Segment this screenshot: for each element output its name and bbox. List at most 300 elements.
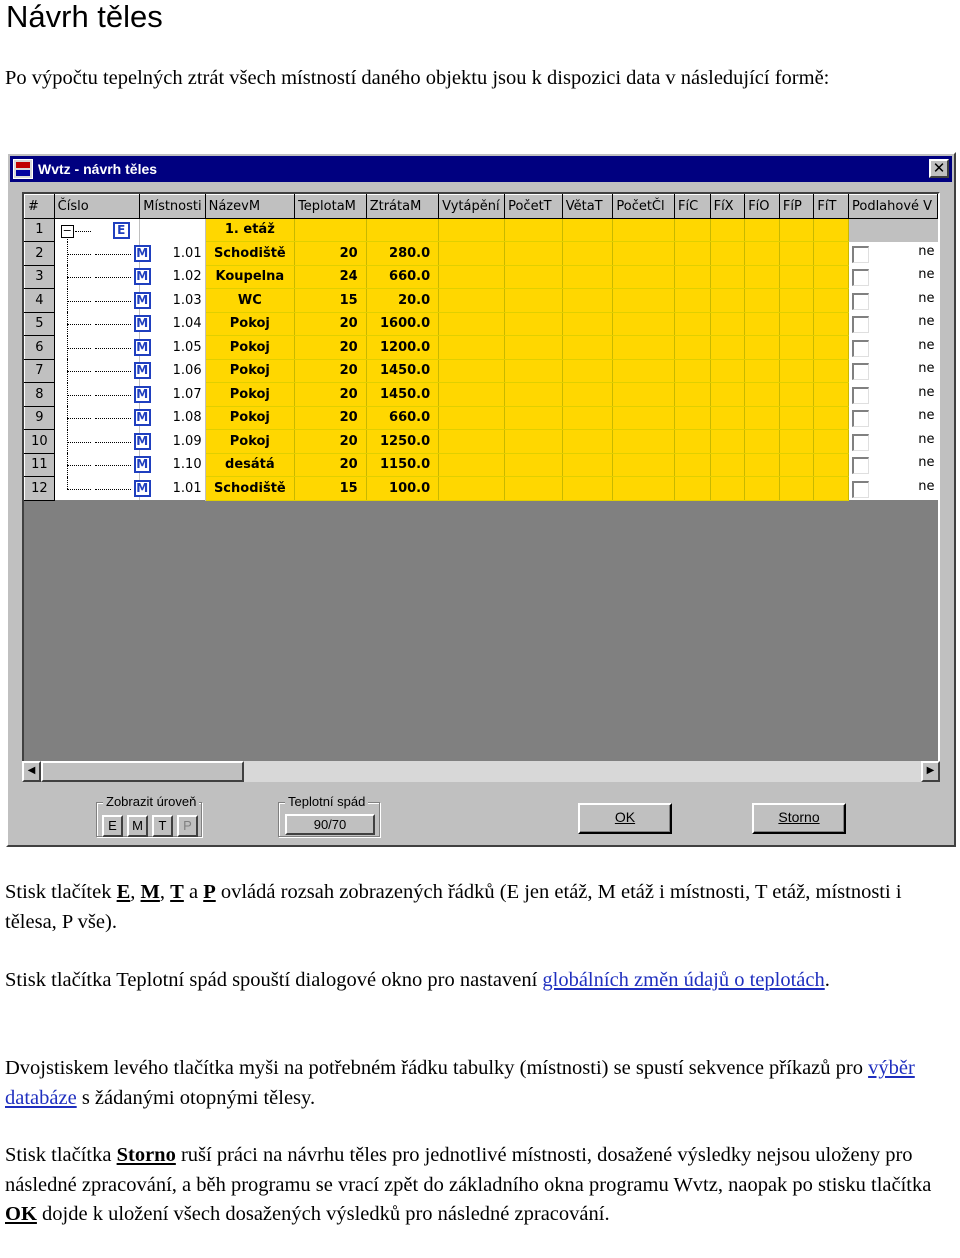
cislo-cell [140, 218, 205, 242]
table-row[interactable] [25, 453, 938, 477]
tree-line [67, 418, 91, 419]
temp-group-title: Teplotní spád [285, 794, 368, 810]
table-row[interactable] [25, 359, 938, 383]
grid-cell [295, 218, 367, 242]
ok-label: OK [614, 809, 636, 825]
floor-heating-cell [848, 336, 937, 360]
floor-heating-checkbox[interactable] [852, 481, 869, 498]
tree-cell [54, 453, 149, 477]
row-number: 2 [25, 242, 55, 266]
floor-heating-value: ne [918, 337, 935, 353]
column-header[interactable]: FíT [814, 195, 849, 219]
grid-cell [675, 312, 711, 336]
column-header[interactable]: FíC [675, 195, 711, 219]
grid-cell [562, 289, 613, 313]
room-name: desátá [205, 453, 294, 477]
room-heat-loss: 100.0 [366, 477, 438, 501]
column-header[interactable]: PočetČl [613, 195, 675, 219]
room-temperature: 20 [295, 312, 367, 336]
grid-cell [505, 430, 563, 454]
row-number: 8 [25, 383, 55, 407]
grid-cell [562, 359, 613, 383]
room-badge-icon[interactable]: M [134, 339, 151, 356]
tree-cell [54, 477, 149, 501]
data-grid[interactable] [22, 192, 940, 782]
text-run: . [824, 969, 830, 991]
grid-cell [613, 265, 675, 289]
grid-cell [613, 406, 675, 430]
text-run: ruší práci na návrhu těles pro jednotlivé místnosti, dosažené výsledky nejsou uloženy pro následné zpracování, a běh programu se vrací zpět do základního okna programu Wvtz, naopak po stisku tlačítka [5, 1144, 932, 1196]
app-window [6, 152, 956, 847]
room-number: 1.03 [140, 289, 205, 313]
column-header[interactable]: PočetT [505, 195, 563, 219]
floor-heating-cell [848, 477, 937, 501]
room-badge-icon[interactable]: M [134, 245, 151, 262]
row-number: 4 [25, 289, 55, 313]
grid-cell [613, 242, 675, 266]
grid-cell [814, 430, 849, 454]
grid-cell [710, 242, 745, 266]
grid-cell [562, 453, 613, 477]
floor-heating-checkbox[interactable] [852, 293, 869, 310]
grid-cell [745, 265, 780, 289]
paragraph-storno-ok [5, 1141, 950, 1230]
room-number: 1.01 [140, 477, 205, 501]
level-group [96, 794, 202, 837]
hyperlink[interactable]: globálních změn údajů o teplotách [542, 969, 825, 991]
level-group-title: Zobrazit úroveň [103, 794, 199, 810]
floor-heating-value: ne [918, 361, 935, 377]
scroll-thumb[interactable] [41, 761, 244, 782]
floor-heating-value: ne [918, 384, 935, 400]
grid-cell [779, 218, 814, 242]
tree-line [67, 254, 91, 255]
grid-cell [613, 430, 675, 454]
room-heat-loss: 20.0 [366, 289, 438, 313]
floor-badge-icon[interactable]: E [113, 222, 130, 239]
grid-cell [505, 359, 563, 383]
grid-cell [779, 430, 814, 454]
grid-cell [439, 336, 505, 360]
intro-text: Po výpočtu tepelných ztrát všech místností daného objektu jsou k dispozici data v následující formě: [5, 67, 830, 89]
bold-keyword: P [203, 881, 216, 903]
grid-cell [814, 242, 849, 266]
floor-heating-cell [848, 430, 937, 454]
floor-heating-value: ne [918, 243, 935, 259]
grid-cell [675, 383, 711, 407]
room-badge-icon[interactable]: M [134, 433, 151, 450]
column-header[interactable]: Vytápění [439, 195, 505, 219]
tree-cell [54, 242, 149, 266]
room-heat-loss: 1200.0 [366, 336, 438, 360]
row-number: 7 [25, 359, 55, 383]
floor-label: 1. etáž [205, 218, 294, 242]
column-header[interactable]: TeplotaM [295, 195, 367, 219]
close-button[interactable]: ✕ [929, 159, 949, 178]
tree-line [95, 371, 131, 372]
room-name: Koupelna [205, 265, 294, 289]
tree-cell [54, 312, 149, 336]
tree-line [75, 231, 91, 232]
room-badge-icon[interactable]: M [134, 480, 151, 497]
floor-heating-checkbox[interactable] [852, 387, 869, 404]
column-header[interactable]: Místnosti [140, 195, 205, 219]
table-row[interactable] [25, 265, 938, 289]
grid-cell [710, 265, 745, 289]
room-heat-loss: 1450.0 [366, 359, 438, 383]
room-name: Pokoj [205, 359, 294, 383]
grid-cell [779, 312, 814, 336]
room-heat-loss: 1150.0 [366, 453, 438, 477]
floor-heating-checkbox[interactable] [852, 434, 869, 451]
tree-line [95, 277, 131, 278]
room-name: WC [205, 289, 294, 313]
tree-line [67, 371, 91, 372]
temp-group [278, 794, 380, 837]
room-number: 1.01 [140, 242, 205, 266]
column-header[interactable]: Podlahové V [848, 195, 937, 219]
tree-line [95, 418, 131, 419]
room-number: 1.06 [140, 359, 205, 383]
tree-line [67, 348, 91, 349]
room-name: Pokoj [205, 312, 294, 336]
tree-line [95, 395, 131, 396]
grid-cell [814, 359, 849, 383]
table-row[interactable] [25, 383, 938, 407]
bold-keyword: E [116, 881, 131, 903]
table-row[interactable] [25, 218, 938, 242]
grid-cell [439, 477, 505, 501]
text-run: ovládá rozsah zobrazených řádků (E jen etáž, M etáž i místnosti, T etáž, místnosti i tělesa, P vše). [5, 881, 902, 933]
level-e-button[interactable]: E [102, 815, 123, 837]
grid-cell [675, 218, 711, 242]
room-name: Schodiště [205, 242, 294, 266]
floor-heating-checkbox[interactable] [852, 457, 869, 474]
scroll-right-icon[interactable]: ▶ [921, 761, 940, 782]
text-run: Stisk tlačítka [5, 1144, 117, 1166]
room-number: 1.10 [140, 453, 205, 477]
grid-cell [814, 312, 849, 336]
grid-cell [675, 406, 711, 430]
paragraph-temp [5, 966, 950, 996]
floor-heating-checkbox[interactable] [852, 269, 869, 286]
table-row[interactable] [25, 289, 938, 313]
room-badge-icon[interactable]: M [134, 362, 151, 379]
grid-cell [745, 359, 780, 383]
floor-heating-cell [848, 453, 937, 477]
table-row[interactable] [25, 242, 938, 266]
grid-cell [505, 265, 563, 289]
tree-line [67, 477, 68, 489]
grid-header-row [25, 195, 938, 219]
floor-heating-value: ne [918, 478, 935, 494]
room-badge-icon[interactable]: M [134, 456, 151, 473]
tree-cell [54, 359, 149, 383]
floor-heating-cell [848, 312, 937, 336]
tree-line [67, 277, 91, 278]
room-temperature: 20 [295, 336, 367, 360]
room-badge-icon[interactable]: M [134, 292, 151, 309]
grid-cell [779, 406, 814, 430]
level-m-button[interactable]: M [127, 815, 148, 837]
row-number: 1 [25, 218, 55, 242]
grid-cell [439, 218, 505, 242]
grid-cell [745, 406, 780, 430]
row-number: 12 [25, 477, 55, 501]
grid-cell [439, 265, 505, 289]
scroll-left-icon[interactable]: ◀ [22, 761, 41, 782]
grid-cell [505, 477, 563, 501]
grid-cell [505, 453, 563, 477]
grid-cell [779, 477, 814, 501]
grid-cell [710, 289, 745, 313]
tree-cell [54, 265, 149, 289]
grid-cell [562, 477, 613, 501]
table-row[interactable] [25, 336, 938, 360]
text-run: Stisk tlačítka Teplotní spád spouští dialogové okno pro nastavení [5, 969, 543, 991]
column-header[interactable]: VětaT [562, 195, 613, 219]
horizontal-scrollbar[interactable] [22, 761, 940, 782]
row-number: 3 [25, 265, 55, 289]
grid-cell [814, 477, 849, 501]
grid-cell [613, 289, 675, 313]
temperature-gradient-button[interactable]: 90/70 [285, 814, 375, 835]
room-badge-icon[interactable]: M [134, 409, 151, 426]
level-p-button[interactable]: P [177, 815, 198, 837]
grid-cell [814, 265, 849, 289]
floor-heating-value: ne [918, 290, 935, 306]
page-title: Návrh těles [6, 0, 163, 34]
floor-heating-checkbox[interactable] [852, 316, 869, 333]
grid-cell [814, 289, 849, 313]
grid-cell [745, 453, 780, 477]
bold-keyword: Storno [116, 1144, 176, 1166]
column-header[interactable]: FíP [779, 195, 814, 219]
tree-cell [54, 383, 149, 407]
grid-cell [814, 453, 849, 477]
grid-cell [710, 336, 745, 360]
grid-cell [779, 265, 814, 289]
grid-cell [710, 312, 745, 336]
grid-cell [562, 265, 613, 289]
floor-heating-checkbox[interactable] [852, 363, 869, 380]
floor-heating-cell [848, 242, 937, 266]
room-temperature: 20 [295, 383, 367, 407]
grid-cell [710, 359, 745, 383]
tree-line [95, 324, 131, 325]
tree-cell [54, 430, 149, 454]
grid-cell [710, 383, 745, 407]
grid-cell [745, 289, 780, 313]
tree-line [95, 465, 131, 466]
grid-cell [562, 312, 613, 336]
grid-cell [439, 406, 505, 430]
grid-cell [505, 336, 563, 360]
grid-cell [814, 218, 849, 242]
row-number: 10 [25, 430, 55, 454]
room-heat-loss: 1450.0 [366, 383, 438, 407]
grid-cell [439, 383, 505, 407]
column-header[interactable]: NázevM [205, 195, 294, 219]
grid-cell [613, 336, 675, 360]
text-run: a [183, 881, 204, 903]
text-run: , [159, 881, 171, 903]
table-row[interactable] [25, 477, 938, 501]
grid-cell [675, 289, 711, 313]
floor-heating-value: ne [918, 314, 935, 330]
room-name: Pokoj [205, 406, 294, 430]
floor-heating-cell [848, 359, 937, 383]
column-header[interactable]: # [25, 195, 55, 219]
grid-cell [779, 289, 814, 313]
grid-cell [779, 359, 814, 383]
room-number: 1.05 [140, 336, 205, 360]
grid-cell [366, 218, 438, 242]
room-temperature: 15 [295, 477, 367, 501]
grid-cell [439, 242, 505, 266]
grid-cell [505, 218, 563, 242]
grid-cell [710, 406, 745, 430]
grid-cell [505, 242, 563, 266]
grid-cell [710, 453, 745, 477]
grid-cell [710, 430, 745, 454]
grid-cell [613, 383, 675, 407]
grid-cell [745, 430, 780, 454]
room-badge-icon[interactable]: M [134, 315, 151, 332]
floor-heating-checkbox[interactable] [852, 246, 869, 263]
column-header[interactable]: FíO [745, 195, 780, 219]
row-number: 6 [25, 336, 55, 360]
floor-heating-cell [848, 383, 937, 407]
tree-line [95, 254, 131, 255]
level-t-button[interactable]: T [152, 815, 173, 837]
grid-cell [745, 477, 780, 501]
tree-cell [54, 218, 140, 242]
grid-cell [675, 242, 711, 266]
grid-cell [562, 406, 613, 430]
tree-line [95, 442, 131, 443]
text-run: Stisk tlačítek [5, 881, 117, 903]
floor-heating-checkbox[interactable] [852, 340, 869, 357]
text-run: Dvojstiskem levého tlačítka myši na potřebném řádku tabulky (místnosti) se spustí sekvence příkazů pro [5, 1057, 869, 1079]
column-header[interactable]: ZtrátaM [366, 195, 438, 219]
tree-line [67, 301, 91, 302]
grid-cell [505, 289, 563, 313]
grid-cell [562, 242, 613, 266]
title-bar[interactable] [10, 156, 952, 182]
storno-label: Storno [778, 809, 820, 825]
tree-cell [54, 289, 149, 313]
grid-cell [745, 336, 780, 360]
tree-line [67, 395, 91, 396]
grid-cell [710, 218, 745, 242]
room-badge-icon[interactable]: M [134, 386, 151, 403]
room-temperature: 15 [295, 289, 367, 313]
storno-button[interactable] [752, 803, 846, 834]
room-name: Pokoj [205, 383, 294, 407]
tree-line [67, 465, 91, 466]
room-temperature: 24 [295, 265, 367, 289]
room-heat-loss: 660.0 [366, 406, 438, 430]
grid-cell [675, 477, 711, 501]
table-row[interactable] [25, 406, 938, 430]
room-heat-loss: 1250.0 [366, 430, 438, 454]
grid-cell [505, 312, 563, 336]
room-number: 1.07 [140, 383, 205, 407]
grid-cell [675, 453, 711, 477]
grid-cell [745, 242, 780, 266]
grid-cell [562, 383, 613, 407]
floor-heating-cell [848, 265, 937, 289]
tree-cell [54, 336, 149, 360]
room-number: 1.08 [140, 406, 205, 430]
table-row[interactable] [25, 430, 938, 454]
grid-cell [675, 265, 711, 289]
room-temperature: 20 [295, 406, 367, 430]
room-badge-icon[interactable]: M [134, 268, 151, 285]
tree-line [95, 348, 131, 349]
grid-cell [505, 383, 563, 407]
grid-cell [779, 383, 814, 407]
collapse-icon[interactable]: − [62, 223, 72, 237]
grid-cell [613, 453, 675, 477]
room-name: Schodiště [205, 477, 294, 501]
room-number: 1.04 [140, 312, 205, 336]
grid-table [24, 194, 938, 501]
room-name: Pokoj [205, 430, 294, 454]
row-number: 9 [25, 406, 55, 430]
floor-heating-checkbox[interactable] [852, 410, 869, 427]
room-number: 1.02 [140, 265, 205, 289]
tree-cell [54, 406, 149, 430]
floor-heating-value: ne [918, 431, 935, 447]
grid-cell [505, 406, 563, 430]
hyperlink[interactable]: výběr databáze [5, 1057, 915, 1109]
grid-cell [562, 336, 613, 360]
table-row[interactable] [25, 312, 938, 336]
room-heat-loss: 1600.0 [366, 312, 438, 336]
tree-line [67, 324, 91, 325]
grid-cell [779, 242, 814, 266]
window-title: Wvtz - návrh těles [38, 161, 158, 177]
floor-heating-cell [848, 289, 937, 313]
grid-cell [814, 336, 849, 360]
ok-button[interactable] [578, 803, 672, 834]
column-header[interactable]: Číslo [54, 195, 140, 219]
text-run: , [130, 881, 141, 903]
floor-heating-cell [848, 406, 937, 430]
tree-line [95, 489, 131, 490]
grid-cell [814, 383, 849, 407]
floor-heating-value: ne [918, 267, 935, 283]
room-heat-loss: 280.0 [366, 242, 438, 266]
grid-cell [439, 430, 505, 454]
room-temperature: 20 [295, 430, 367, 454]
grid-cell [439, 312, 505, 336]
room-number: 1.09 [140, 430, 205, 454]
column-header[interactable]: FíX [710, 195, 745, 219]
bold-keyword: T [170, 881, 184, 903]
text-run: s žádanými otopnými tělesy. [76, 1086, 316, 1109]
grid-cell [745, 383, 780, 407]
grid-cell [779, 453, 814, 477]
tree-line [95, 301, 131, 302]
room-name: Pokoj [205, 336, 294, 360]
floor-heating-value: ne [918, 408, 935, 424]
grid-cell [675, 336, 711, 360]
room-temperature: 20 [295, 453, 367, 477]
grid-cell [439, 359, 505, 383]
